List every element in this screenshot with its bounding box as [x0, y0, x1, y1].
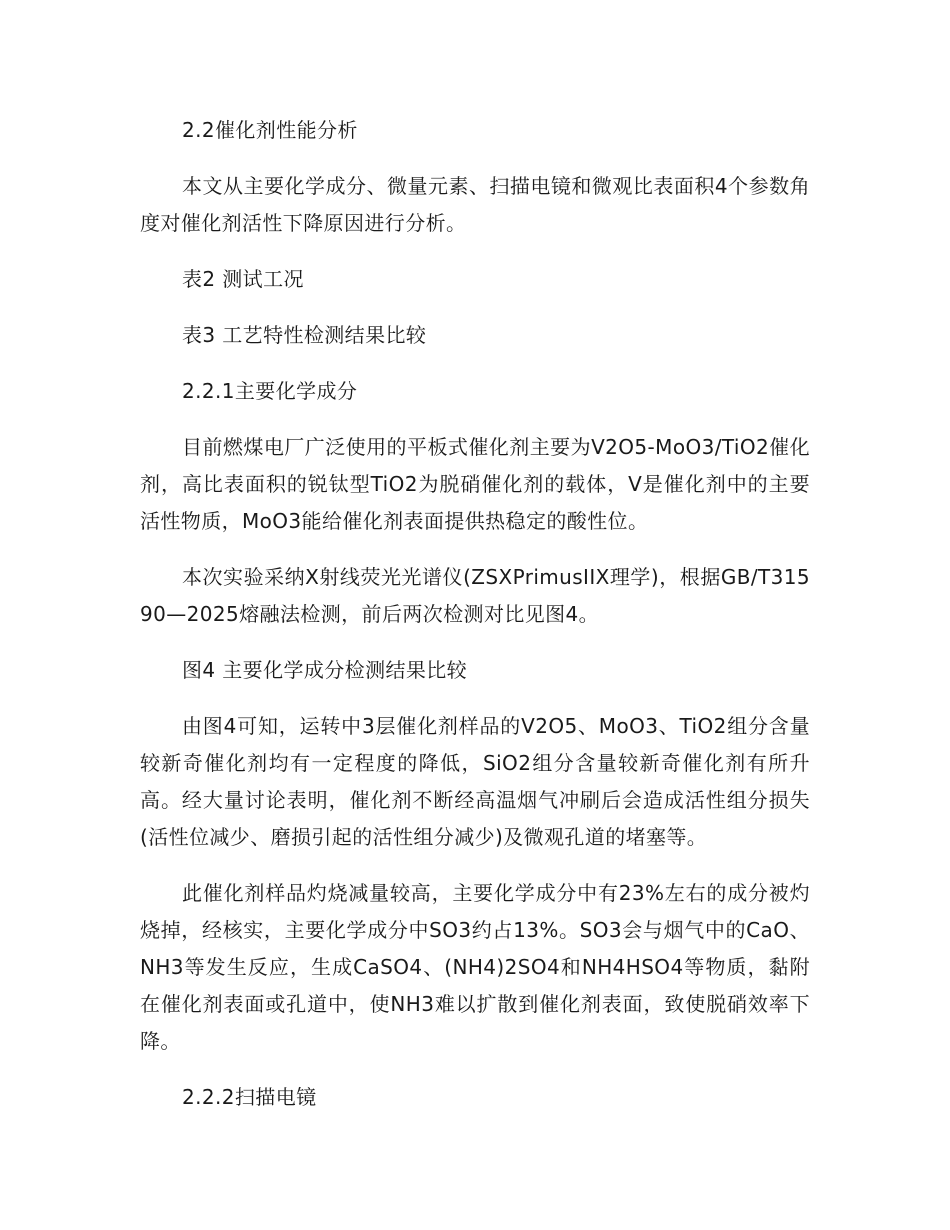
- section-heading-2-2-2: 2.2.2扫描电镜: [182, 1085, 317, 1109]
- body-paragraph-intro: 本文从主要化学成分、微量元素、扫描电镜和微观比表面积4个参数角度对催化剂活性下降原因进行分析。: [140, 174, 810, 235]
- section-heading-2-2-1: 2.2.1主要化学成分: [182, 379, 358, 403]
- table-caption-2: 表2 测试工况: [182, 267, 304, 291]
- body-paragraph-catalyst: 目前燃煤电厂广泛使用的平板式催化剂主要为V2O5-MoO3/TiO2催化剂，高比表面积的锐钛型TiO2为脱硝催化剂的载体，V是催化剂中的主要活性物质，MoO3能给催化剂表面提供热稳定的酸性位。: [140, 435, 810, 533]
- figure-caption-4: 图4 主要化学成分检测结果比较: [182, 658, 468, 682]
- body-paragraph-experiment: 本次实验采纳X射线荧光光谱仪(ZSXPrimusIIX理学)，根据GB/T31590—2025熔融法检测，前后两次检测对比见图4。: [140, 565, 810, 626]
- table-caption-3: 表3 工艺特性检测结果比较: [182, 323, 427, 347]
- body-paragraph-so3: 此催化剂样品灼烧减量较高，主要化学成分中有23%左右的成分被灼烧掉，经核实，主要化学成分中SO3约占13%。SO3会与烟气中的CaO、NH3等发生反应，生成CaSO4、(NH4)2SO4和NH4HSO4等物质，黏附在催化剂表面或孔道中，使NH3难以扩散到催化剂表面，致使脱硝效率下降。: [140, 881, 810, 1053]
- body-paragraph-analysis: 由图4可知，运转中3层催化剂样品的V2O5、MoO3、TiO2组分含量较新奇催化剂均有一定程度的降低，SiO2组分含量较新奇催化剂有所升高。经大量讨论表明，催化剂不断经高温烟气冲刷后会造成活性组分损失(活性位减少、磨损引起的活性组分减少)及微观孔道的堵塞等。: [140, 714, 810, 849]
- section-heading-2-2: 2.2催化剂性能分析: [182, 118, 358, 142]
